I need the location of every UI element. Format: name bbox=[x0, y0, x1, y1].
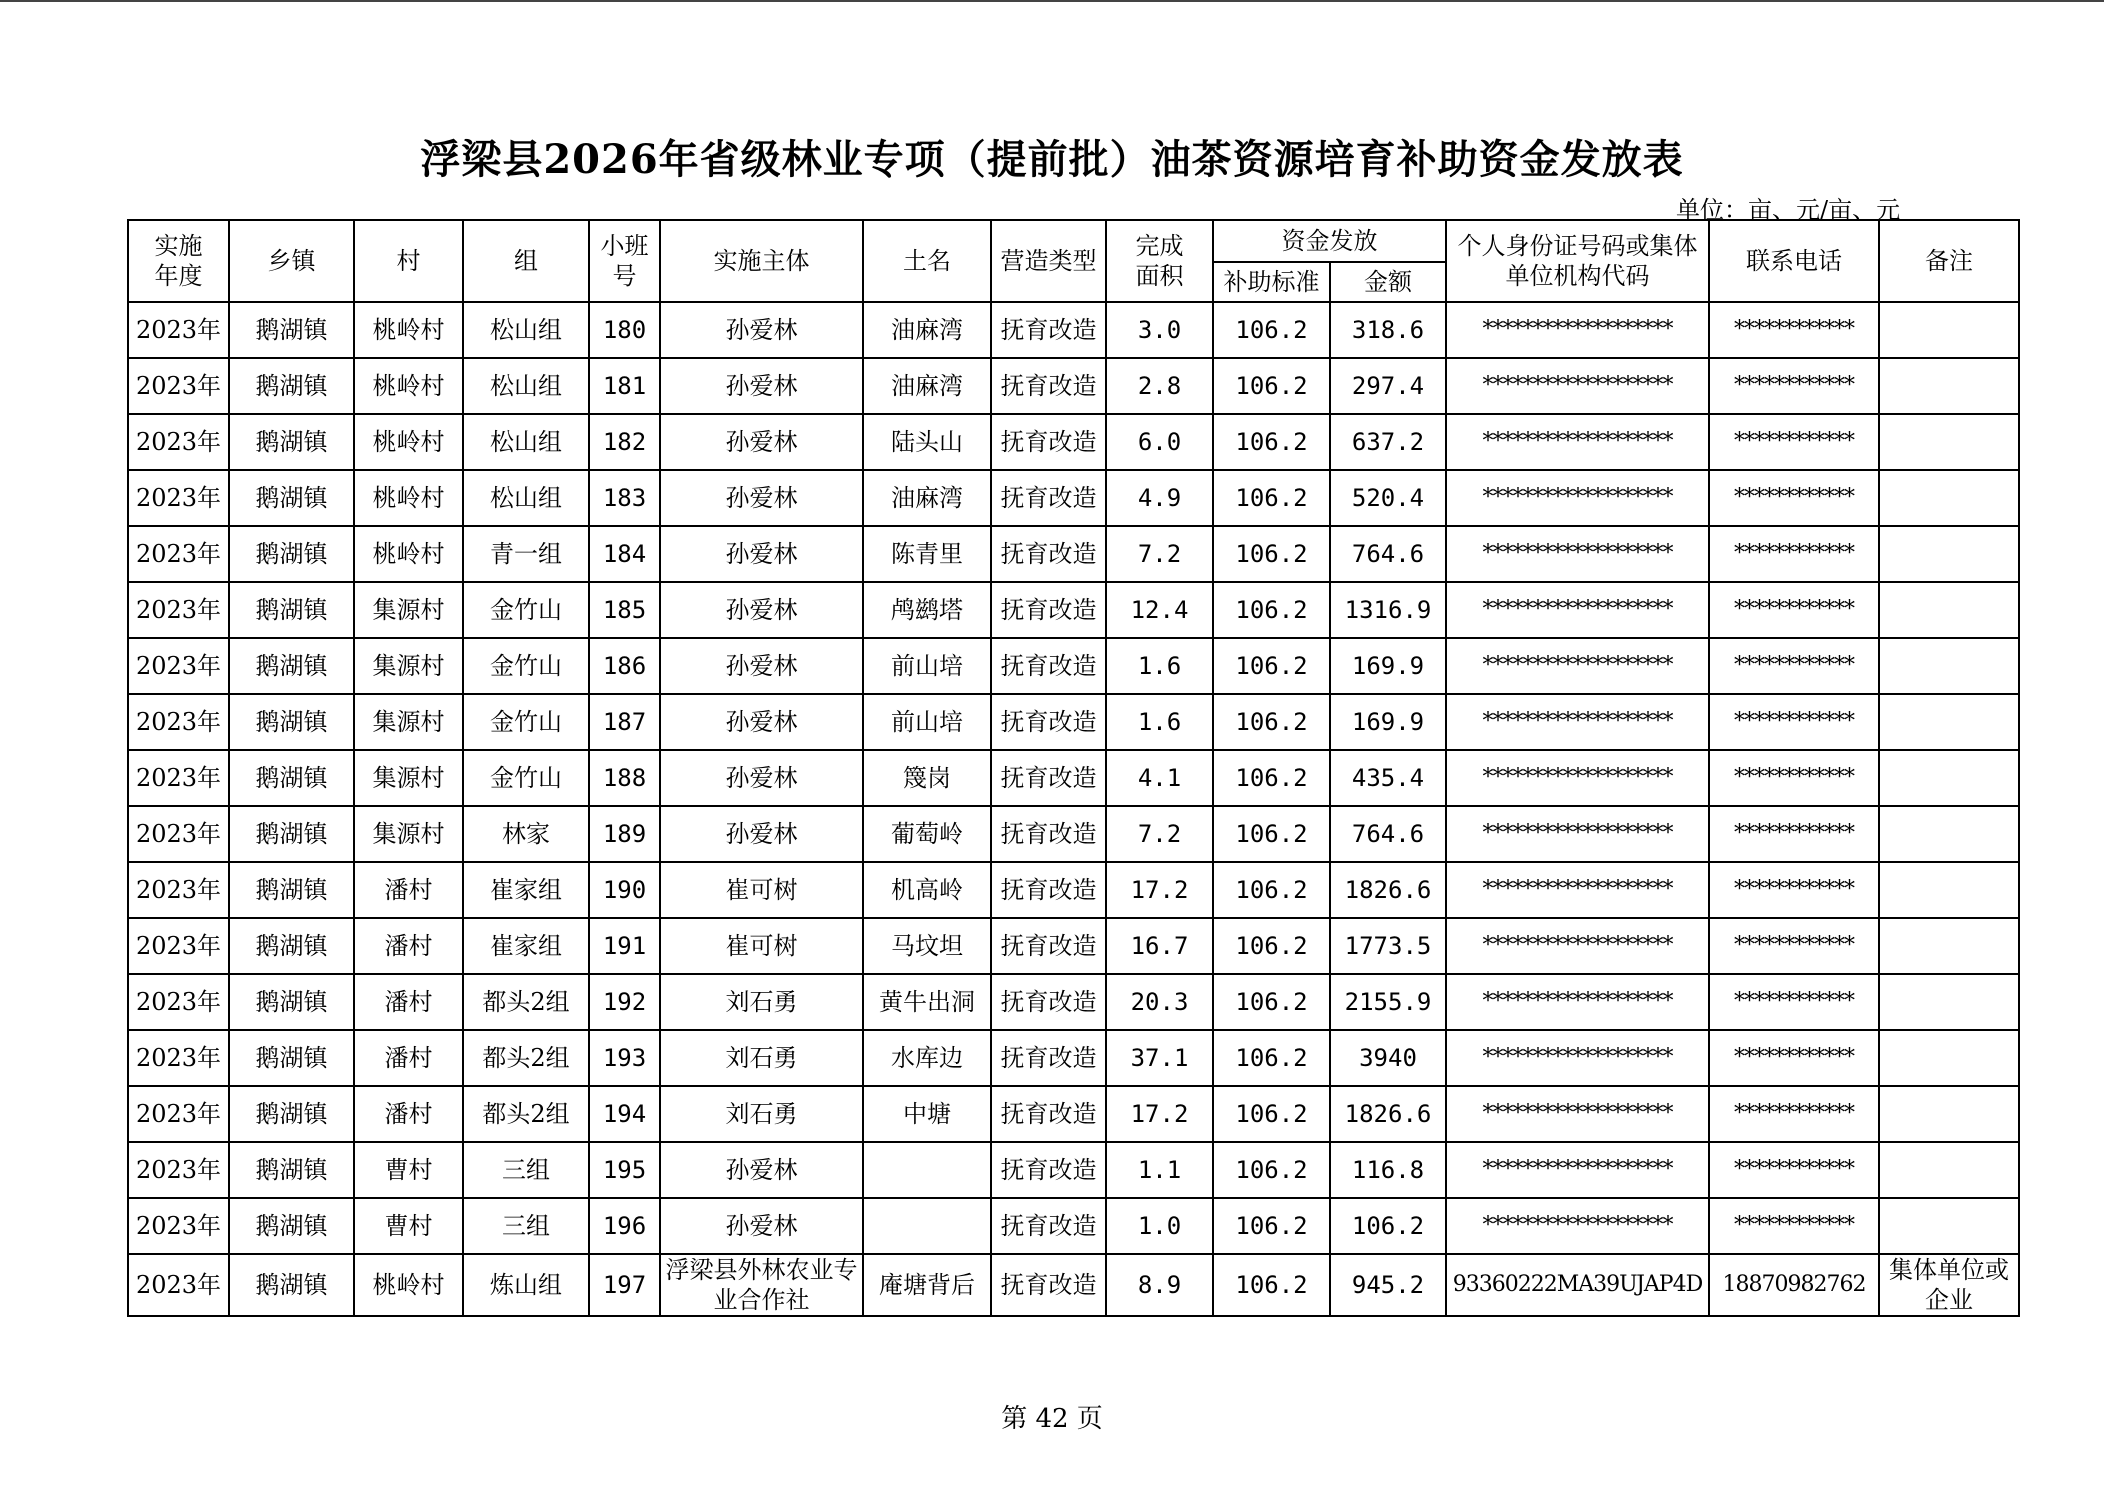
cell-lot: 194 bbox=[589, 1086, 660, 1142]
page-title: 浮梁县2026年省级林业专项（提前批）油茶资源培育补助资金发放表 bbox=[420, 136, 1684, 183]
cell-amount: 1826.6 bbox=[1330, 1086, 1446, 1142]
cell-id: ******************* bbox=[1446, 470, 1709, 526]
table-row bbox=[128, 1198, 2019, 1254]
cell-group: 都头2组 bbox=[463, 1086, 589, 1142]
cell-village: 桃岭村 bbox=[354, 1254, 463, 1316]
cell-year: 2023年 bbox=[128, 974, 229, 1030]
cell-subject: 孙爱林 bbox=[660, 358, 863, 414]
cell-type: 抚育改造 bbox=[991, 1254, 1106, 1316]
cell-town: 鹅湖镇 bbox=[229, 414, 354, 470]
cell-place: 葡萄岭 bbox=[863, 806, 991, 862]
cell-amount: 764.6 bbox=[1330, 806, 1446, 862]
cell-village: 集源村 bbox=[354, 638, 463, 694]
cell-remark: 集体单位或企业 bbox=[1879, 1254, 2019, 1316]
cell-town: 鹅湖镇 bbox=[229, 582, 354, 638]
cell-year: 2023年 bbox=[128, 470, 229, 526]
cell-standard: 106.2 bbox=[1213, 526, 1330, 582]
cell-type: 抚育改造 bbox=[991, 526, 1106, 582]
cell-subject: 孙爱林 bbox=[660, 806, 863, 862]
table-row bbox=[128, 302, 2019, 358]
cell-village: 潘村 bbox=[354, 862, 463, 918]
cell-lot: 196 bbox=[589, 1198, 660, 1254]
table-row bbox=[128, 414, 2019, 470]
cell-lot: 197 bbox=[589, 1254, 660, 1316]
cell-town: 鹅湖镇 bbox=[229, 862, 354, 918]
cell-id: ******************* bbox=[1446, 638, 1709, 694]
cell-standard: 106.2 bbox=[1213, 358, 1330, 414]
header-lot: 小班号 bbox=[589, 220, 660, 302]
cell-remark bbox=[1879, 358, 2019, 414]
cell-area: 6.0 bbox=[1106, 414, 1213, 470]
cell-subject: 刘石勇 bbox=[660, 974, 863, 1030]
cell-id: ******************* bbox=[1446, 414, 1709, 470]
cell-year: 2023年 bbox=[128, 358, 229, 414]
cell-group: 林家 bbox=[463, 806, 589, 862]
cell-group: 都头2组 bbox=[463, 974, 589, 1030]
cell-standard: 106.2 bbox=[1213, 470, 1330, 526]
cell-phone: ************ bbox=[1709, 1142, 1879, 1198]
cell-id: ******************* bbox=[1446, 582, 1709, 638]
cell-area: 8.9 bbox=[1106, 1254, 1213, 1316]
cell-standard: 106.2 bbox=[1213, 1198, 1330, 1254]
cell-id: ******************* bbox=[1446, 862, 1709, 918]
cell-phone: ************ bbox=[1709, 582, 1879, 638]
cell-standard: 106.2 bbox=[1213, 862, 1330, 918]
cell-town: 鹅湖镇 bbox=[229, 1030, 354, 1086]
cell-type: 抚育改造 bbox=[991, 1142, 1106, 1198]
cell-group: 松山组 bbox=[463, 470, 589, 526]
cell-type: 抚育改造 bbox=[991, 358, 1106, 414]
cell-town: 鹅湖镇 bbox=[229, 638, 354, 694]
cell-type: 抚育改造 bbox=[991, 918, 1106, 974]
cell-subject: 刘石勇 bbox=[660, 1030, 863, 1086]
cell-remark bbox=[1879, 862, 2019, 918]
table-row bbox=[128, 1254, 2019, 1316]
cell-village: 曹村 bbox=[354, 1142, 463, 1198]
cell-area: 1.6 bbox=[1106, 638, 1213, 694]
cell-standard: 106.2 bbox=[1213, 918, 1330, 974]
cell-village: 桃岭村 bbox=[354, 358, 463, 414]
cell-standard: 106.2 bbox=[1213, 750, 1330, 806]
cell-area: 17.2 bbox=[1106, 862, 1213, 918]
header-subject: 实施主体 bbox=[660, 220, 863, 302]
cell-area: 1.1 bbox=[1106, 1142, 1213, 1198]
cell-town: 鹅湖镇 bbox=[229, 302, 354, 358]
cell-phone: ************ bbox=[1709, 1030, 1879, 1086]
table-row bbox=[128, 1030, 2019, 1086]
header-type: 营造类型 bbox=[991, 220, 1106, 302]
cell-type: 抚育改造 bbox=[991, 750, 1106, 806]
cell-remark bbox=[1879, 974, 2019, 1030]
cell-subject: 孙爱林 bbox=[660, 638, 863, 694]
cell-year: 2023年 bbox=[128, 414, 229, 470]
cell-remark bbox=[1879, 694, 2019, 750]
cell-phone: ************ bbox=[1709, 862, 1879, 918]
cell-subject: 孙爱林 bbox=[660, 414, 863, 470]
table-row bbox=[128, 974, 2019, 1030]
header-remark: 备注 bbox=[1879, 220, 2019, 302]
cell-remark bbox=[1879, 1198, 2019, 1254]
cell-area: 4.9 bbox=[1106, 470, 1213, 526]
cell-amount: 169.9 bbox=[1330, 694, 1446, 750]
cell-group: 三组 bbox=[463, 1142, 589, 1198]
cell-town: 鹅湖镇 bbox=[229, 1086, 354, 1142]
cell-type: 抚育改造 bbox=[991, 582, 1106, 638]
cell-phone: ************ bbox=[1709, 750, 1879, 806]
cell-phone: ************ bbox=[1709, 358, 1879, 414]
cell-town: 鹅湖镇 bbox=[229, 358, 354, 414]
cell-remark bbox=[1879, 1030, 2019, 1086]
cell-amount: 1826.6 bbox=[1330, 862, 1446, 918]
cell-phone: ************ bbox=[1709, 414, 1879, 470]
header-group: 组 bbox=[463, 220, 589, 302]
cell-amount: 637.2 bbox=[1330, 414, 1446, 470]
page-number: 第 42 页 bbox=[1001, 1404, 1103, 1434]
cell-village: 潘村 bbox=[354, 974, 463, 1030]
cell-place: 庵塘背后 bbox=[863, 1254, 991, 1316]
cell-phone: ************ bbox=[1709, 638, 1879, 694]
cell-village: 集源村 bbox=[354, 750, 463, 806]
cell-remark bbox=[1879, 806, 2019, 862]
cell-id: ******************* bbox=[1446, 974, 1709, 1030]
cell-amount: 169.9 bbox=[1330, 638, 1446, 694]
cell-town: 鹅湖镇 bbox=[229, 526, 354, 582]
cell-remark bbox=[1879, 1086, 2019, 1142]
cell-village: 潘村 bbox=[354, 1030, 463, 1086]
cell-village: 集源村 bbox=[354, 582, 463, 638]
cell-place: 油麻湾 bbox=[863, 470, 991, 526]
cell-area: 3.0 bbox=[1106, 302, 1213, 358]
cell-id: ******************* bbox=[1446, 302, 1709, 358]
cell-id: ******************* bbox=[1446, 806, 1709, 862]
cell-group: 松山组 bbox=[463, 302, 589, 358]
cell-id: ******************* bbox=[1446, 358, 1709, 414]
cell-town: 鹅湖镇 bbox=[229, 1142, 354, 1198]
cell-id: ******************* bbox=[1446, 1030, 1709, 1086]
cell-group: 崔家组 bbox=[463, 862, 589, 918]
cell-subject: 孙爱林 bbox=[660, 1198, 863, 1254]
cell-standard: 106.2 bbox=[1213, 638, 1330, 694]
cell-lot: 193 bbox=[589, 1030, 660, 1086]
cell-group: 松山组 bbox=[463, 358, 589, 414]
table-row bbox=[128, 638, 2019, 694]
cell-lot: 182 bbox=[589, 414, 660, 470]
table-row bbox=[128, 918, 2019, 974]
cell-amount: 116.8 bbox=[1330, 1142, 1446, 1198]
cell-place: 前山培 bbox=[863, 638, 991, 694]
cell-group: 金竹山 bbox=[463, 694, 589, 750]
cell-type: 抚育改造 bbox=[991, 1086, 1106, 1142]
cell-area: 1.6 bbox=[1106, 694, 1213, 750]
cell-subject: 浮梁县外林农业专业合作社 bbox=[660, 1254, 863, 1316]
cell-standard: 106.2 bbox=[1213, 974, 1330, 1030]
cell-lot: 181 bbox=[589, 358, 660, 414]
cell-id: ******************* bbox=[1446, 1086, 1709, 1142]
cell-lot: 186 bbox=[589, 638, 660, 694]
cell-subject: 崔可树 bbox=[660, 862, 863, 918]
cell-village: 潘村 bbox=[354, 1086, 463, 1142]
cell-town: 鹅湖镇 bbox=[229, 750, 354, 806]
cell-town: 鹅湖镇 bbox=[229, 694, 354, 750]
cell-type: 抚育改造 bbox=[991, 1198, 1106, 1254]
cell-group: 崔家组 bbox=[463, 918, 589, 974]
cell-area: 20.3 bbox=[1106, 974, 1213, 1030]
cell-remark bbox=[1879, 414, 2019, 470]
cell-year: 2023年 bbox=[128, 806, 229, 862]
cell-lot: 190 bbox=[589, 862, 660, 918]
cell-town: 鹅湖镇 bbox=[229, 470, 354, 526]
cell-id: 93360222MA39UJAP4D bbox=[1446, 1254, 1709, 1316]
table-row bbox=[128, 862, 2019, 918]
cell-lot: 180 bbox=[589, 302, 660, 358]
cell-area: 37.1 bbox=[1106, 1030, 1213, 1086]
cell-year: 2023年 bbox=[128, 1254, 229, 1316]
cell-lot: 187 bbox=[589, 694, 660, 750]
cell-amount: 318.6 bbox=[1330, 302, 1446, 358]
cell-type: 抚育改造 bbox=[991, 470, 1106, 526]
cell-type: 抚育改造 bbox=[991, 862, 1106, 918]
cell-lot: 185 bbox=[589, 582, 660, 638]
cell-amount: 3940 bbox=[1330, 1030, 1446, 1086]
cell-year: 2023年 bbox=[128, 750, 229, 806]
cell-phone: 18870982762 bbox=[1709, 1254, 1879, 1316]
cell-lot: 189 bbox=[589, 806, 660, 862]
cell-id: ******************* bbox=[1446, 1142, 1709, 1198]
cell-phone: ************ bbox=[1709, 974, 1879, 1030]
cell-subject: 孙爱林 bbox=[660, 750, 863, 806]
cell-place: 陆头山 bbox=[863, 414, 991, 470]
cell-place: 鸬鹚塔 bbox=[863, 582, 991, 638]
cell-village: 曹村 bbox=[354, 1198, 463, 1254]
cell-amount: 2155.9 bbox=[1330, 974, 1446, 1030]
cell-remark bbox=[1879, 918, 2019, 974]
cell-place: 机高岭 bbox=[863, 862, 991, 918]
cell-place: 陈青里 bbox=[863, 526, 991, 582]
cell-year: 2023年 bbox=[128, 302, 229, 358]
cell-year: 2023年 bbox=[128, 918, 229, 974]
cell-group: 都头2组 bbox=[463, 1030, 589, 1086]
cell-place: 油麻湾 bbox=[863, 358, 991, 414]
table-row bbox=[128, 470, 2019, 526]
cell-town: 鹅湖镇 bbox=[229, 806, 354, 862]
cell-type: 抚育改造 bbox=[991, 302, 1106, 358]
cell-year: 2023年 bbox=[128, 1030, 229, 1086]
table-row bbox=[128, 582, 2019, 638]
cell-place: 水库边 bbox=[863, 1030, 991, 1086]
table-row bbox=[128, 694, 2019, 750]
cell-remark bbox=[1879, 582, 2019, 638]
cell-lot: 195 bbox=[589, 1142, 660, 1198]
cell-year: 2023年 bbox=[128, 1142, 229, 1198]
cell-phone: ************ bbox=[1709, 1086, 1879, 1142]
cell-town: 鹅湖镇 bbox=[229, 1198, 354, 1254]
cell-standard: 106.2 bbox=[1213, 694, 1330, 750]
cell-amount: 1316.9 bbox=[1330, 582, 1446, 638]
header-amount: 金额 bbox=[1330, 262, 1446, 302]
cell-group: 金竹山 bbox=[463, 638, 589, 694]
cell-town: 鹅湖镇 bbox=[229, 1254, 354, 1316]
cell-subject: 孙爱林 bbox=[660, 302, 863, 358]
cell-amount: 106.2 bbox=[1330, 1198, 1446, 1254]
cell-standard: 106.2 bbox=[1213, 1142, 1330, 1198]
cell-type: 抚育改造 bbox=[991, 806, 1106, 862]
cell-phone: ************ bbox=[1709, 470, 1879, 526]
cell-amount: 1773.5 bbox=[1330, 918, 1446, 974]
cell-lot: 183 bbox=[589, 470, 660, 526]
cell-group: 青一组 bbox=[463, 526, 589, 582]
cell-area: 17.2 bbox=[1106, 1086, 1213, 1142]
cell-area: 16.7 bbox=[1106, 918, 1213, 974]
cell-type: 抚育改造 bbox=[991, 1030, 1106, 1086]
table-row bbox=[128, 1086, 2019, 1142]
cell-area: 1.0 bbox=[1106, 1198, 1213, 1254]
cell-id: ******************* bbox=[1446, 750, 1709, 806]
cell-area: 12.4 bbox=[1106, 582, 1213, 638]
cell-amount: 297.4 bbox=[1330, 358, 1446, 414]
header-town: 乡镇 bbox=[229, 220, 354, 302]
cell-place: 黄牛出洞 bbox=[863, 974, 991, 1030]
table-row bbox=[128, 358, 2019, 414]
cell-remark bbox=[1879, 638, 2019, 694]
cell-standard: 106.2 bbox=[1213, 302, 1330, 358]
cell-amount: 764.6 bbox=[1330, 526, 1446, 582]
cell-year: 2023年 bbox=[128, 1198, 229, 1254]
cell-subject: 孙爱林 bbox=[660, 1142, 863, 1198]
cell-remark bbox=[1879, 1142, 2019, 1198]
cell-place bbox=[863, 1142, 991, 1198]
cell-type: 抚育改造 bbox=[991, 694, 1106, 750]
cell-village: 桃岭村 bbox=[354, 414, 463, 470]
cell-remark bbox=[1879, 526, 2019, 582]
cell-town: 鹅湖镇 bbox=[229, 918, 354, 974]
table-body bbox=[128, 302, 2019, 1316]
cell-place: 篾岗 bbox=[863, 750, 991, 806]
cell-group: 松山组 bbox=[463, 414, 589, 470]
cell-id: ******************* bbox=[1446, 694, 1709, 750]
cell-group: 金竹山 bbox=[463, 750, 589, 806]
cell-village: 桃岭村 bbox=[354, 302, 463, 358]
cell-type: 抚育改造 bbox=[991, 974, 1106, 1030]
cell-town: 鹅湖镇 bbox=[229, 974, 354, 1030]
cell-id: ******************* bbox=[1446, 918, 1709, 974]
cell-type: 抚育改造 bbox=[991, 638, 1106, 694]
header-place: 土名 bbox=[863, 220, 991, 302]
cell-area: 2.8 bbox=[1106, 358, 1213, 414]
cell-standard: 106.2 bbox=[1213, 1086, 1330, 1142]
cell-village: 桃岭村 bbox=[354, 470, 463, 526]
cell-group: 金竹山 bbox=[463, 582, 589, 638]
unit-note: 单位：亩、元/亩、元 bbox=[1676, 196, 1901, 224]
cell-standard: 106.2 bbox=[1213, 1254, 1330, 1316]
cell-place: 油麻湾 bbox=[863, 302, 991, 358]
table-row bbox=[128, 1142, 2019, 1198]
cell-year: 2023年 bbox=[128, 862, 229, 918]
cell-phone: ************ bbox=[1709, 806, 1879, 862]
cell-subject: 孙爱林 bbox=[660, 582, 863, 638]
cell-subject: 刘石勇 bbox=[660, 1086, 863, 1142]
header-funds: 资金发放 bbox=[1213, 220, 1446, 262]
header-id: 个人身份证号码或集体单位机构代码 bbox=[1446, 220, 1709, 302]
cell-amount: 520.4 bbox=[1330, 470, 1446, 526]
cell-type: 抚育改造 bbox=[991, 414, 1106, 470]
cell-phone: ************ bbox=[1709, 526, 1879, 582]
header-standard: 补助标准 bbox=[1213, 262, 1330, 302]
cell-standard: 106.2 bbox=[1213, 806, 1330, 862]
cell-place: 前山培 bbox=[863, 694, 991, 750]
cell-id: ******************* bbox=[1446, 1198, 1709, 1254]
cell-area: 7.2 bbox=[1106, 806, 1213, 862]
cell-remark bbox=[1879, 302, 2019, 358]
cell-subject: 孙爱林 bbox=[660, 694, 863, 750]
cell-phone: ************ bbox=[1709, 694, 1879, 750]
cell-group: 三组 bbox=[463, 1198, 589, 1254]
cell-village: 潘村 bbox=[354, 918, 463, 974]
cell-year: 2023年 bbox=[128, 526, 229, 582]
cell-place: 中塘 bbox=[863, 1086, 991, 1142]
cell-remark bbox=[1879, 470, 2019, 526]
subsidy-table bbox=[127, 219, 2020, 1317]
cell-lot: 191 bbox=[589, 918, 660, 974]
cell-subject: 孙爱林 bbox=[660, 526, 863, 582]
cell-standard: 106.2 bbox=[1213, 1030, 1330, 1086]
header-year: 实施年度 bbox=[128, 220, 229, 302]
cell-standard: 106.2 bbox=[1213, 414, 1330, 470]
cell-phone: ************ bbox=[1709, 302, 1879, 358]
cell-year: 2023年 bbox=[128, 694, 229, 750]
cell-subject: 崔可树 bbox=[660, 918, 863, 974]
header-area: 完成面积 bbox=[1106, 220, 1213, 302]
cell-year: 2023年 bbox=[128, 582, 229, 638]
cell-place bbox=[863, 1198, 991, 1254]
cell-village: 集源村 bbox=[354, 806, 463, 862]
page-top-border bbox=[0, 0, 2104, 2]
cell-village: 桃岭村 bbox=[354, 526, 463, 582]
table-row bbox=[128, 750, 2019, 806]
header-village: 村 bbox=[354, 220, 463, 302]
cell-area: 4.1 bbox=[1106, 750, 1213, 806]
cell-year: 2023年 bbox=[128, 1086, 229, 1142]
cell-amount: 435.4 bbox=[1330, 750, 1446, 806]
cell-year: 2023年 bbox=[128, 638, 229, 694]
cell-standard: 106.2 bbox=[1213, 582, 1330, 638]
cell-phone: ************ bbox=[1709, 918, 1879, 974]
cell-phone: ************ bbox=[1709, 1198, 1879, 1254]
cell-amount: 945.2 bbox=[1330, 1254, 1446, 1316]
cell-lot: 188 bbox=[589, 750, 660, 806]
cell-group: 炼山组 bbox=[463, 1254, 589, 1316]
cell-lot: 192 bbox=[589, 974, 660, 1030]
cell-village: 集源村 bbox=[354, 694, 463, 750]
cell-subject: 孙爱林 bbox=[660, 470, 863, 526]
cell-lot: 184 bbox=[589, 526, 660, 582]
table-row bbox=[128, 806, 2019, 862]
cell-place: 马坟坦 bbox=[863, 918, 991, 974]
cell-remark bbox=[1879, 750, 2019, 806]
cell-id: ******************* bbox=[1446, 526, 1709, 582]
cell-area: 7.2 bbox=[1106, 526, 1213, 582]
table-row bbox=[128, 526, 2019, 582]
header-phone: 联系电话 bbox=[1709, 220, 1879, 302]
